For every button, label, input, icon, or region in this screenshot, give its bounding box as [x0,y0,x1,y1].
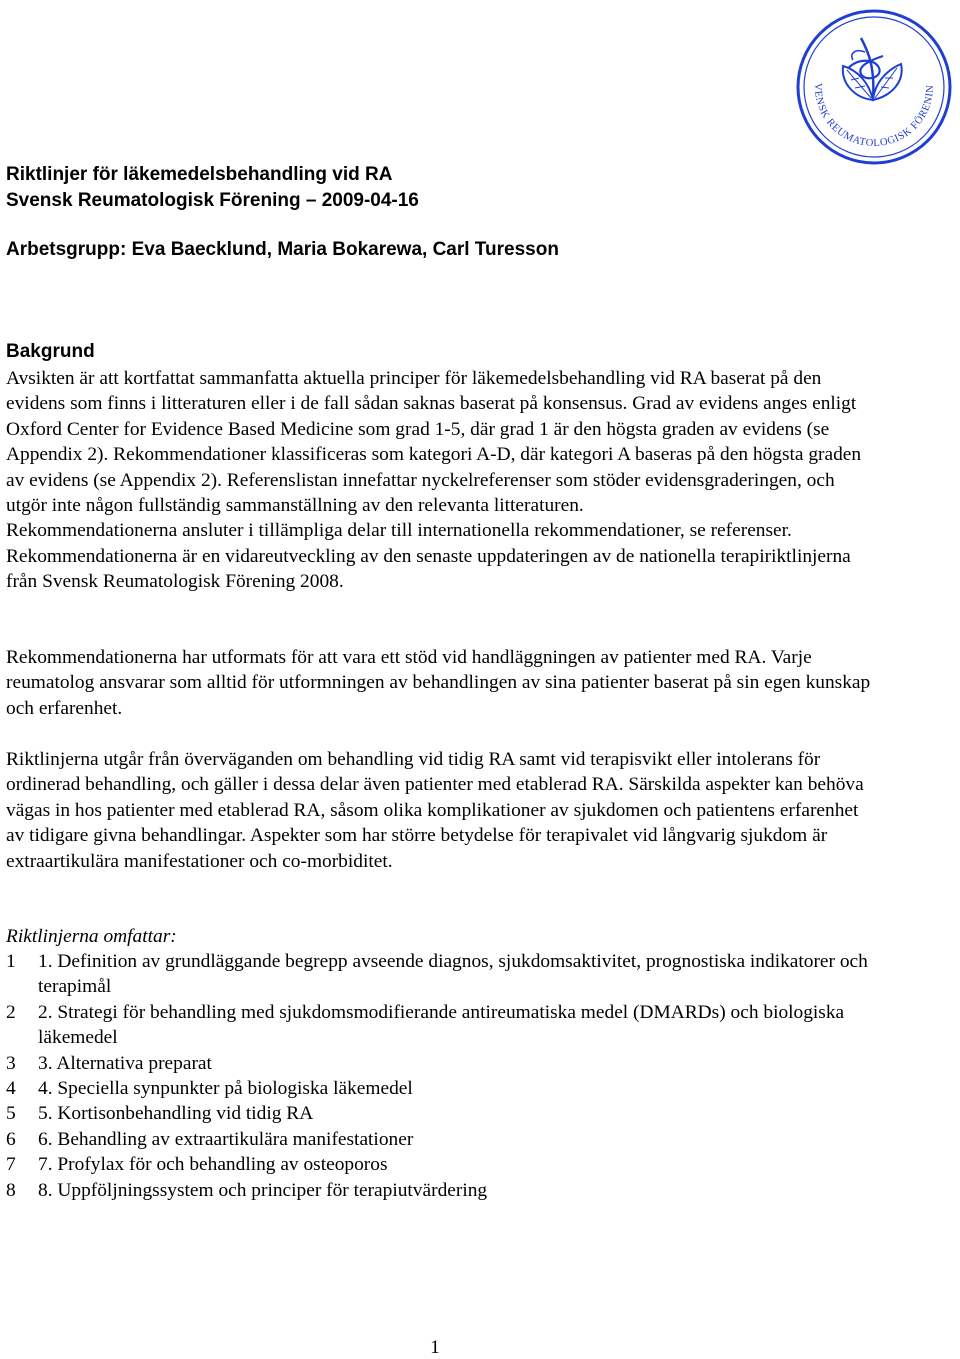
document-title [6,162,766,214]
list-item [6,949,886,1000]
background-paragraph-1 [6,366,876,595]
page-number: 1 [430,1337,440,1358]
list-item-number: 3 [6,1052,16,1074]
list-item-text: 1. Definition av grundläggande begrepp avseende diagnos, sjukdomsaktivitet, prognostiska indikatorer och terapimål [38,951,868,998]
background-paragraph-3: Riktlinjerna utgår från överväganden om behandling vid tidig RA samt vid terapisvikt eller intolerans för ordinerad behandling, och gäller i dessa delar även patienter med etablerad RA. Särskilda aspekter kan behöva vägas in hos patienter med etablerad RA, såsom olika komplikationer av sjukdomen och patientens erfarenhet av tidigare givna behandlingar. Aspekter som har större betydelse för terapivalet vid långvarig sjukdom är extraartikulära manifestationer och co-morbiditet. [6,749,864,872]
list-item [6,1178,886,1203]
list-item-text: 8. Uppföljningssystem och principer för terapiutvärdering [38,1179,488,1201]
list-item [6,1152,886,1177]
list-item-text: 2. Strategi för behandling med sjukdomsmodifierande antireumatiska medel (DMARDs) och biologiska läkemedel [38,1001,845,1049]
list-item-text: 5. Kortisonbehandling vid tidig RA [38,1103,314,1125]
title-line-2: Svensk Reumatologisk Förening – 2009-04-16 [6,190,419,211]
list-item-number: 6 [6,1128,16,1150]
list-item-text: 7. Profylax för och behandling av osteoporos [38,1154,388,1176]
list-item-text: 6. Behandling av extraartikulära manifestationer [38,1128,414,1150]
list-item-number: 7 [6,1154,16,1176]
list-item-number: 5 [6,1103,16,1125]
scope-heading: Riktlinjerna omfattar: [6,926,177,947]
list-item-text: 3. Alternativa preparat [38,1052,212,1074]
list-item-number: 4 [6,1078,16,1100]
section-heading-background: Bakgrund [6,341,95,362]
background-paragraph-2: Rekommendationerna har utformats för att vara ett stöd vid handläggningen av patienter med RA. Varje reumatolog ansvarar som alltid för utformningen av behandlingen av sina patienter baserat på sin egen kunskap och erfarenhet. [6,647,871,719]
scope-list [6,949,886,1203]
logo-ring-text: VENSK REUMATOLOGISK FÖRENIN [811,83,937,150]
leaf-and-serpent-emblem-icon [795,8,953,166]
list-item-text: 4. Speciella synpunkter på biologiska läkemedel [38,1078,413,1100]
list-item [6,1101,886,1126]
paragraph-text: Rekommendationerna ansluter i tillämpliga delar till internationella rekommendationer, se referenser. Rekommendationerna är en vidareutveckling av den senaste uppdateringen av de nationella terapiriktlinjerna från Svensk Reumatologisk Förening 2008. [6,520,851,593]
workgroup-line: Arbetsgrupp: Eva Baecklund, Maria Bokarewa, Carl Turesson [6,239,559,260]
list-item-number: 8 [6,1179,16,1201]
society-logo [795,8,953,166]
list-item [6,1000,886,1051]
list-item-number: 1 [6,951,16,972]
title-line-1: Riktlinjer för läkemedelsbehandling vid RA [6,164,393,185]
list-item [6,1127,886,1152]
list-item-number: 2 [6,1001,16,1023]
paragraph-text: Avsikten är att kortfattat sammanfatta aktuella principer för läkemedelsbehandling vid RA baserat på den evidens som finns i litteraturen eller i de fall sådan saknas baserat på konsensus. Grad av evidens anges enligt Oxford Center for Evidence Based Medicine som grad 1-5, där grad 1 är den högsta graden av evidens (se Appendix 2). Rekommendationer klassificeras som kategori A-D, där kategori A baseras på den högsta graden av evidens (se Appendix 2). Referenslistan innefattar nyckelreferenser som stöder evidensgraderingen, och utgör inte någon fullständig sammanställning av den relevanta litteraturen. [6,368,862,517]
list-item [6,1051,886,1076]
list-item [6,1076,886,1101]
